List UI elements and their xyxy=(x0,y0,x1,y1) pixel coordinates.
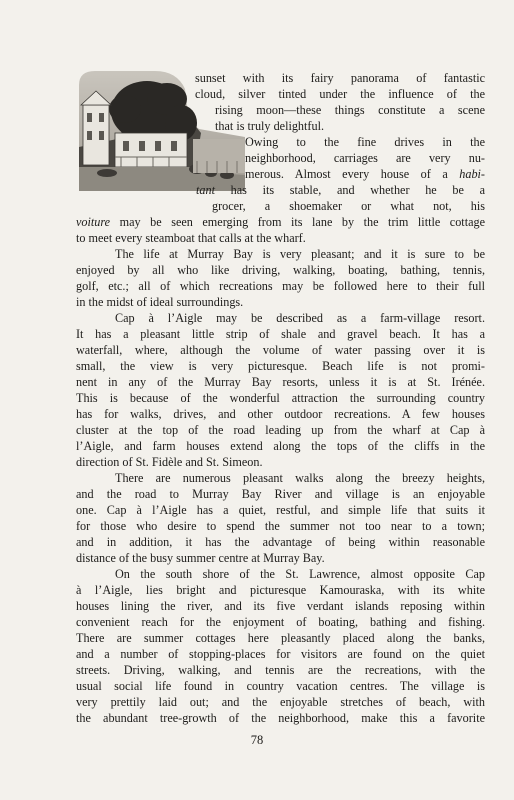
text-run: and the road to Murray Bay River and village is an enjoyable xyxy=(76,487,485,501)
text-run: waterfall, where, although the volume of water passing over it is xyxy=(76,343,485,357)
text-run: This is because of the wonderful attraction the surrounding country xyxy=(76,391,485,405)
text-run: may be seen emerging from its lane by the trim little cottage xyxy=(110,215,485,229)
text-line xyxy=(245,134,485,150)
text-run: for those who desire to spend the summer not too near to a town; xyxy=(76,519,485,533)
text-run: very prettily laid out; and the enjoyable stretches of beach, with xyxy=(76,695,485,709)
text-line xyxy=(115,246,485,262)
text-run: nent in any of the Murray Bay resorts, unless it is at St. Irénée. xyxy=(76,375,485,389)
text-line xyxy=(76,630,485,646)
text-run: On the south shore of the St. Lawrence, almost opposite Cap xyxy=(115,567,485,581)
text-run: the abundant tree-growth of the neighborhood, make this a favorite xyxy=(76,711,485,725)
text-run: Owing to the fine drives in the xyxy=(245,135,485,149)
text-run: to meet every steamboat that calls at the wharf. xyxy=(76,231,306,245)
text-run: There are summer cottages here pleasantly placed along the banks, xyxy=(76,631,485,645)
text-run: houses lining the river, and its five verdant islands reposing within xyxy=(76,599,485,613)
text-run: has for walks, drives, and other outdoor recreations. A few houses xyxy=(76,407,485,421)
text-line xyxy=(76,582,485,598)
text-run: à l’Aigle, lies bright and picturesque Kamouraska, with its white xyxy=(76,583,485,597)
text-line xyxy=(76,710,485,726)
text-run: one. Cap à l’Aigle has a quiet, restful, and simple life that suits it xyxy=(76,503,485,517)
text-line xyxy=(76,518,485,534)
text-line xyxy=(76,326,485,342)
text-line xyxy=(76,278,485,294)
text-run: small, the view is very picturesque. Beach life is not promi- xyxy=(76,359,485,373)
italic-word: tant xyxy=(196,183,215,197)
text-run: sunset with its fairy panorama of fantastic xyxy=(195,71,485,85)
text-line xyxy=(195,70,485,86)
text-run: in the midst of ideal surroundings. xyxy=(76,295,244,309)
text-line xyxy=(215,102,485,118)
text-run: and a number of stopping-places for visitors are found on the quiet xyxy=(76,647,485,661)
text-run: enjoyed by all who like driving, walking, boating, bathing, tennis, xyxy=(76,263,485,277)
text-line xyxy=(196,182,485,198)
text-line xyxy=(76,646,485,662)
text-line xyxy=(76,454,336,470)
text-line xyxy=(76,598,485,614)
text-run: streets. Driving, walking, and tennis are the recreations, with the xyxy=(76,663,485,677)
text-line xyxy=(76,438,485,454)
text-run: neighborhood, carriages are very nu- xyxy=(245,151,485,165)
text-line xyxy=(76,358,485,374)
text-line xyxy=(76,662,485,678)
text-run: distance of the busy summer centre at Murray Bay. xyxy=(76,551,325,565)
text-line xyxy=(76,342,485,358)
text-line xyxy=(76,614,485,630)
text-run: has its stable, and whether he be a xyxy=(214,183,485,197)
text-line xyxy=(76,550,366,566)
text-line xyxy=(76,374,485,390)
text-line xyxy=(245,166,485,182)
text-line xyxy=(76,294,306,310)
text-run: usual social life found in country vacation centres. The village is xyxy=(76,679,485,693)
text-run: There are numerous pleasant walks along the breezy heights, xyxy=(115,471,485,485)
text-run: and in addition, it has the advantage of being within reasonable xyxy=(76,535,485,549)
text-line xyxy=(195,86,485,102)
text-run: merous. Almost every house of a xyxy=(245,167,460,181)
text-run: Cap à l’Aigle may be described as a farm-village resort. xyxy=(115,311,485,325)
text-run: convenient reach for the enjoyment of boating, bathing and fishing. xyxy=(76,615,485,629)
text-line xyxy=(76,406,485,422)
text-line xyxy=(115,470,485,486)
text-line xyxy=(212,198,485,214)
text-run: cluster at the top of the road leading up from the wharf at Cap à xyxy=(76,423,485,437)
italic-word: voiture xyxy=(76,215,111,229)
text-line xyxy=(115,310,485,326)
text-line xyxy=(76,230,376,246)
italic-word: habi- xyxy=(459,167,485,181)
text-run: It has a pleasant little strip of shale and gravel beach. It has a xyxy=(76,327,485,341)
text-line xyxy=(76,262,485,278)
text-line xyxy=(76,694,485,710)
text-run: that is truly delightful. xyxy=(215,119,324,133)
text-run: cloud, silver tinted under the influence of the xyxy=(195,87,485,101)
text-run: l’Aigle, and farm houses extend along the tops of the cliffs in the xyxy=(76,439,485,453)
text-line xyxy=(245,150,485,166)
text-run: rising moon—these things constitute a scene xyxy=(215,103,485,117)
text-line xyxy=(215,118,355,134)
text-line xyxy=(76,486,485,502)
text-run: grocer, a shoemaker or what not, his xyxy=(212,199,485,213)
page-number: 78 xyxy=(250,733,264,747)
text-line xyxy=(76,502,485,518)
text-line xyxy=(76,214,485,230)
text-line xyxy=(115,566,485,582)
text-line xyxy=(76,422,485,438)
text-line xyxy=(76,534,485,550)
text-line xyxy=(76,678,485,694)
text-line xyxy=(76,390,485,406)
text-run: golf, etc.; all of which recreations may be followed here to their full xyxy=(76,279,485,293)
text-run: The life at Murray Bay is very pleasant; and it is sure to be xyxy=(115,247,485,261)
text-run: direction of St. Fidèle and St. Simeon. xyxy=(76,455,263,469)
